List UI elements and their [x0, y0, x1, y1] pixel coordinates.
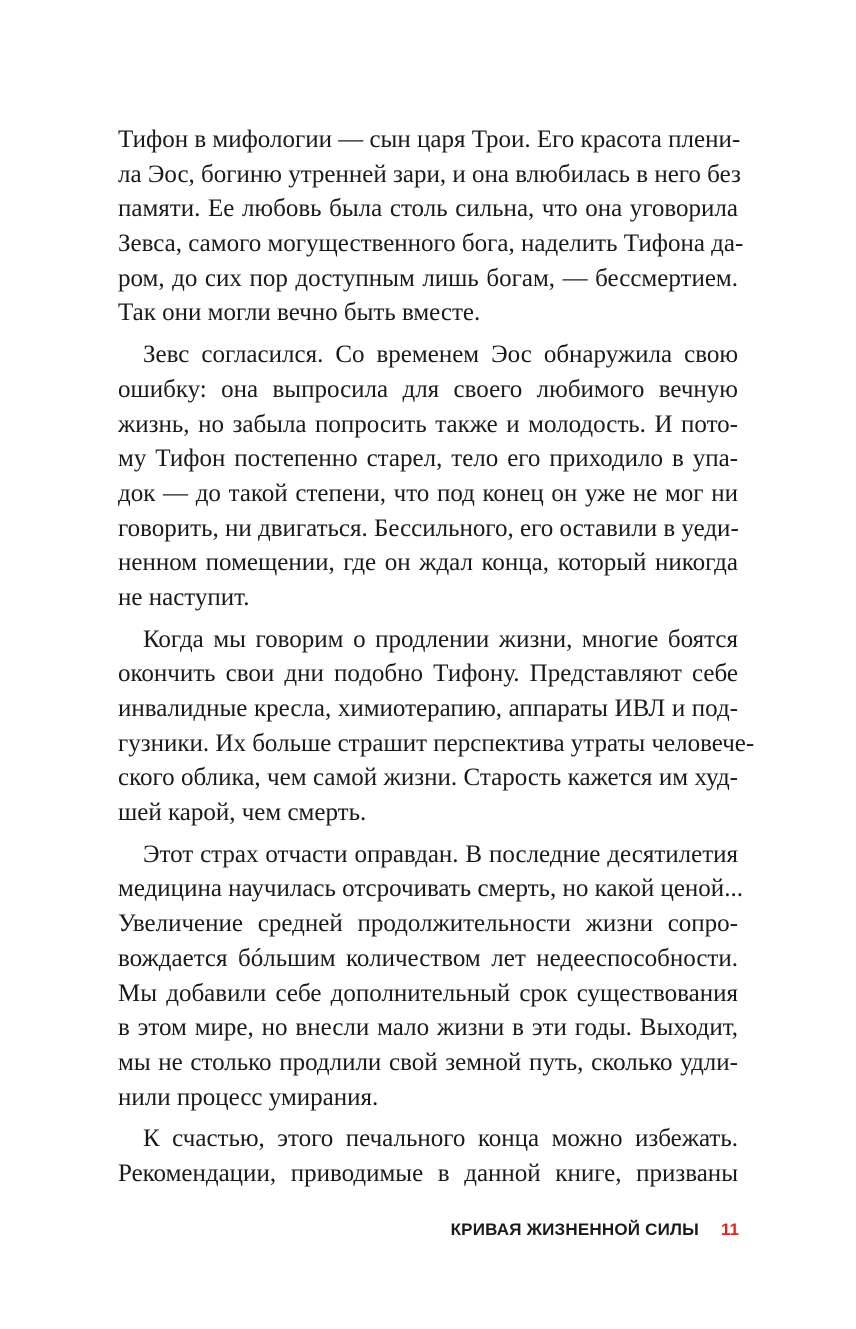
text-line: инвалидные кресла, химиотерапию, аппараты ИВЛ и под- [118, 695, 738, 722]
text-line: ром, до сих пор доступным лишь богам, — бессмертием. [118, 264, 738, 292]
text-line: мы не столько продлили свой земной путь, сколько удли- [118, 1048, 738, 1076]
text-line: К счастью, этого печального конца можно избежать. [143, 1125, 738, 1153]
text-line: не наступит. [118, 583, 250, 611]
text-line: нили процесс умирания. [118, 1083, 379, 1111]
text-line: Рекомендации, приводимые в данной книге, призваны [118, 1159, 738, 1187]
text-line: Когда мы говорим о продлении жизни, многие боятся [143, 625, 738, 653]
text-line: памяти. Ее любовь была столь сильна, что она уговорила [118, 195, 738, 223]
text-line: ского облика, чем самой жизни. Старость кажется им худ- [118, 764, 738, 792]
text-line: вождается бóльшим количеством лет недееспособности. [118, 944, 738, 972]
text-line: гузники. Их больше страшит перспектива утраты человече- [118, 729, 755, 757]
text-line: медицина научилась отсрочивать смерть, но какой ценой... [118, 875, 743, 903]
text-line: ошибку: она выпросила для своего любимого вечную [118, 375, 738, 403]
paragraph [118, 338, 738, 616]
text-line: му Тифон постепенно старел, тело его приходило в упа- [118, 445, 738, 473]
text-line: Зевс согласился. Со временем Эос обнаружила свою [143, 341, 738, 369]
text-line: Зевса, самого могущественного бога, наделить Тифона да- [118, 230, 744, 258]
text-line: док — до такой степени, что под конец он уже не мог ни [118, 479, 738, 507]
page-number: 11 [721, 1220, 739, 1239]
text-line: Тифон в мифологии — сын царя Трои. Его красота плени- [118, 126, 741, 153]
text-line: Мы добавили себе дополнительный срок существования [118, 979, 738, 1007]
page-footer [0, 1218, 739, 1242]
running-head: КРИВАЯ ЖИЗНЕННОЙ СИЛЫ [450, 1220, 700, 1239]
paragraph [118, 623, 755, 831]
paragraph [118, 1122, 738, 1191]
paragraph [118, 838, 743, 1116]
body-text [118, 123, 755, 1192]
text-line: ненном помещении, где он ждал конца, который никогда [118, 549, 738, 577]
paragraph [118, 123, 744, 331]
text-line: в этом мире, но внесли мало жизни в эти годы. Выходит, [118, 1014, 738, 1042]
text-line: Так они могли вечно быть вместе. [118, 299, 481, 327]
text-line: ла Эос, богиню утренней зари, и она влюбилась в него без [118, 160, 741, 188]
text-line: Увеличение средней продолжительности жизни сопро- [118, 910, 738, 938]
text-line: жизнь, но забыла попросить также и молодость. И пото- [118, 410, 738, 438]
text-line: говорить, ни двигаться. Бессильного, его оставили в уеди- [118, 514, 739, 542]
text-line: Этот страх отчасти оправдан. В последние десятилетия [143, 840, 738, 868]
text-line: окончить свои дни подобно Тифону. Представляют себе [118, 660, 738, 688]
text-line: шей карой, чем смерть. [118, 799, 367, 827]
